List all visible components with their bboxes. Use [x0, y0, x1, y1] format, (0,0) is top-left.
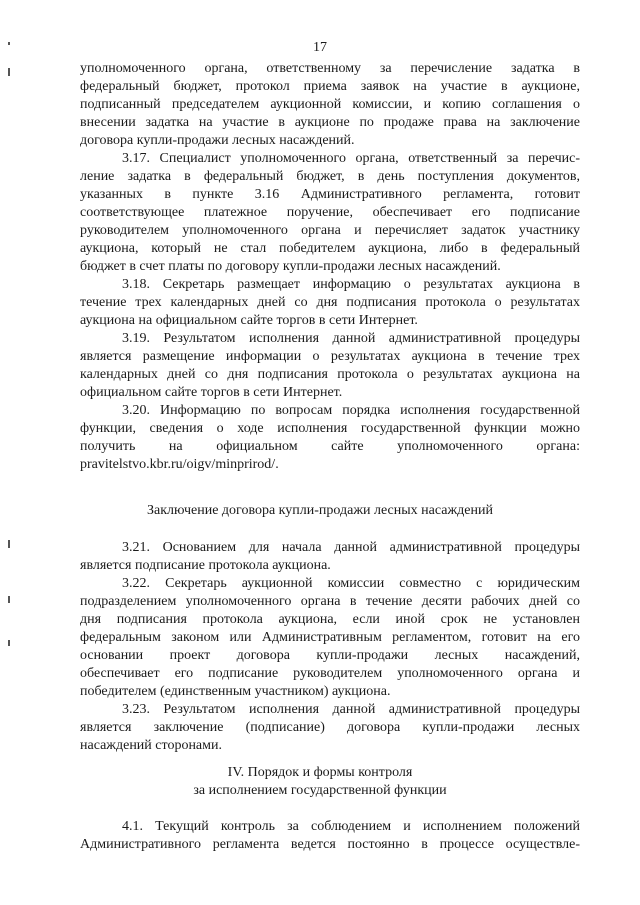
text-line: указанных в пункте 3.16 Административного регламента, готовит — [80, 187, 580, 202]
text-line: обеспечивает его подписание руководителем уполномоченного органа и — [80, 666, 580, 681]
text-line: является подписание протокола аукциона. — [80, 558, 331, 573]
paragraph-3-22: 3.22. Секретарь аукционной комиссии совместно с юридическим — [122, 576, 580, 591]
paragraph-3-21: 3.21. Основанием для начала данной административной процедуры — [122, 540, 580, 555]
margin-mark — [8, 68, 10, 76]
text-line: победителем (единственным участником) аукциона. — [80, 684, 391, 699]
section-heading: Заключение договора купли-продажи лесных насаждений — [147, 503, 493, 518]
paragraph-3-20: 3.20. Информацию по вопросам порядка исполнения государственной — [122, 403, 580, 418]
margin-mark — [8, 596, 10, 603]
paragraph-4-1: 4.1. Текущий контроль за соблюдением и исполнением положений — [122, 819, 580, 834]
text-line: подписанный председателем аукционной комиссии, и копию соглашения о — [80, 97, 580, 112]
margin-mark — [8, 42, 10, 45]
text-line: уполномоченного органа, ответственному за перечисление задатка в — [80, 61, 580, 76]
text-line: федеральный бюджет, протокол приема заявок на участие в аукционе, — [80, 79, 580, 94]
paragraph-block-3 — [80, 818, 580, 854]
text-line: получить на официальном сайте уполномоченного органа: — [80, 439, 580, 454]
text-line: календарных дней со дня подписания протокола о результатах аукциона на — [80, 367, 580, 382]
text-line: федеральным законом или Административным регламентом, готовит на его — [80, 630, 580, 645]
text-line: соответствующее платежное поручение, обеспечивает его подписание — [80, 205, 580, 220]
chapter-heading-title: IV. Порядок и формы контроля — [227, 765, 413, 780]
text-line: руководителем уполномоченного органа и перечисляет задаток участнику — [80, 223, 580, 238]
text-line: внесении задатка на участие в аукционе по продаже права на заключение — [80, 115, 580, 130]
paragraph-3-18: 3.18. Секретарь размещает информацию о результатах аукциона в — [122, 277, 580, 292]
text-line: аукциона, который не стал победителем аукциона, либо в федеральный — [80, 241, 580, 256]
text-line: является размещение информации о результатах аукциона в течение трех — [80, 349, 580, 364]
text-line: течение трех календарных дней со дня подписания протокола о результатах — [80, 295, 580, 310]
url-text: pravitelstvo.kbr.ru/oigv/minprirod/. — [80, 457, 279, 472]
margin-mark — [8, 540, 10, 548]
text-line: дня подписания протокола аукциона, если иной срок не установлен — [80, 612, 580, 627]
chapter-heading-subtitle: за исполнением государственной функции — [193, 783, 447, 798]
text-line: Административного регламента ведется постоянно в процессе осуществле- — [80, 837, 580, 852]
paragraph-3-19: 3.19. Результатом исполнения данной административной процедуры — [122, 331, 580, 346]
text-line: основании проект договора купли-продажи лесных насаждений, — [80, 648, 580, 663]
paragraph-block-2 — [80, 539, 580, 755]
text-line: подразделением уполномоченного органа в течение десяти рабочих дней со — [80, 594, 580, 609]
text-line: ление задатка в федеральный бюджет, в день поступления документов, — [80, 169, 580, 184]
text-line: функции, сведения о ходе исполнения государственной функции можно — [80, 421, 580, 436]
text-line: официальном сайте торгов в сети Интернет. — [80, 385, 343, 400]
page-number: 17 — [313, 40, 327, 55]
text-line: бюджет в счет платы по договору купли-продажи лесных насаждений. — [80, 259, 501, 274]
text-line: является заключение (подписание) договора купли-продажи лесных — [80, 720, 580, 735]
paragraph-block-1 — [80, 60, 580, 474]
paragraph-3-17: 3.17. Специалист уполномоченного органа, ответственный за перечис- — [122, 151, 580, 166]
text-line: договора купли-продажи лесных насаждений. — [80, 133, 355, 148]
text-line: насаждений сторонами. — [80, 738, 222, 753]
paragraph-3-23: 3.23. Результатом исполнения данной административной процедуры — [122, 702, 580, 717]
margin-mark — [8, 640, 10, 646]
text-line: аукциона на официальном сайте торгов в сети Интернет. — [80, 313, 418, 328]
